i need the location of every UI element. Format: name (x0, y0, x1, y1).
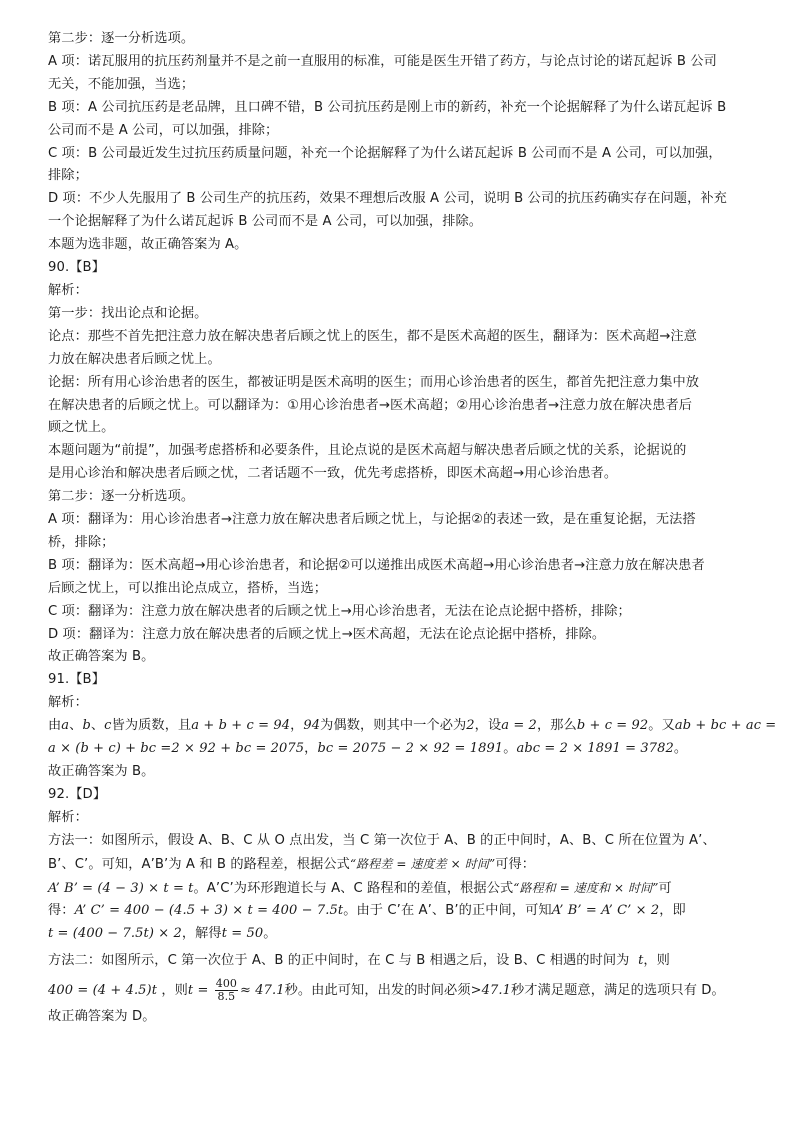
text-line: D 项：不少人先服用了 B 公司生产的抗压药，效果不理想后改服 A 公司，说明 B 公司的抗压药确实存在问题，补充 (48, 191, 727, 207)
q92-method1-line-4: 得：A’ C’ = 400 − (4.5 + 3) × t = 400 − 7.5t。由于 C’在 A’、B’的正中间，可知A’ B’ = A’ C’ × 2，即 (48, 903, 686, 919)
q92-method1-line-2: B’、C’。可知，A’B’为 A 和 B 的路程差，根据公式“路程差 = 速度差 × 时间”可得： (48, 856, 536, 872)
text-line: 论据：所有用心诊治患者的医生，都被证明是医术高明的医生；而用心诊治患者的医生，都首先把注意力集中放 (48, 374, 700, 390)
text-lines (48, 28, 752, 715)
text-line: 公司而不是 A 公司，可以加强，排除； (48, 122, 279, 138)
q92-method2-line-2: 400 = (4 + 4.5)t ，则t = $\frac{400}{8.5}$ ≈ 47.1秒。由此可知，出发的时间必须>47.1秒才满足题意，满足的选项只有 D。 (48, 976, 725, 1003)
q92-heading: 92.【D】 (48, 786, 107, 802)
text-line: 一个论据解释了为什么诺瓦起诉 B 公司而不是 A 公司，可以加强，排除。 (48, 214, 483, 230)
text-line: A 项：翻译为：用心诊治患者→注意力放在解决患者后顾之忧上，与论据②的表述一致，是在重复论据，无法搭 (48, 512, 696, 528)
text-line: 本题问题为“前提”，加强考虑搭桥和必要条件，且论点说的是医术高超与解决患者后顾之忧的关系，论据说的 (48, 443, 687, 459)
text-line: 第二步：逐一分析选项。 (48, 489, 195, 505)
text-line: 90.【B】 (48, 260, 105, 276)
text-line: 桥，排除； (48, 534, 115, 550)
text-line: 第一步：找出论点和论据。 (48, 305, 208, 321)
q92-method1-line-3: A’ B’ = (4 − 3) × t = t。A’C’为环形跑道长与 A、C 路程和的差值，根据公式“路程和 = 速度和 × 时间”可 (48, 880, 672, 896)
text-line: 故正确答案为 B。 (48, 649, 155, 665)
fraction: $\frac{400}{8.5}$ (215, 976, 238, 1003)
text-line: 解析： (48, 695, 88, 711)
q92-jiexi-label: 解析： (48, 809, 88, 825)
q92-answer: 故正确答案为 D。 (48, 1009, 156, 1025)
text-line: 解析： (48, 282, 88, 298)
text-line: 无关，不能加强，当选； (48, 76, 195, 92)
text-line: D 项：翻译为：注意力放在解决患者的后顾之忧上→医术高超，无法在论点论据中搭桥，排除。 (48, 626, 606, 642)
text-line: B 项：翻译为：医术高超→用心诊治患者，和论据②可以递推出成医术高超→用心诊治患者→注意力放在解决患者 (48, 557, 705, 573)
q92-method1-line-5: t = (400 − 7.5t) × 2，解得t = 50。 (48, 926, 277, 942)
q92-method1-line-1: 方法一：如图所示，假设 A、B、C 从 O 点出发，当 C 第一次位于 A、B 的正中间时，A、B、C 所在位置为 A’、 (48, 832, 716, 848)
q92-method2-line-1: 方法二：如图所示，C 第一次位于 A、B 的正中间时，在 C 与 B 相遇之后，设 B、C 相遇的时间为 t，则 (48, 953, 670, 969)
text-line: 排除； (48, 168, 88, 184)
text-line: A 项：诺瓦服用的抗压药剂量并不是之前一直服用的标准，可能是医生开错了药方，与论点讨论的诺瓦起诉 B 公司 (48, 53, 717, 69)
text-line: 后顾之忧上，可以推出论点成立，搭桥，当选； (48, 580, 328, 596)
q91-answer: 故正确答案为 B。 (48, 764, 155, 779)
text-line: 论点：那些不首先把注意力放在解决患者后顾之忧上的医生，都不是医术高超的医生，翻译为：医术高超→注意 (48, 328, 697, 344)
text-line: C 项：翻译为：注意力放在解决患者的后顾之忧上→用心诊治患者，无法在论点论据中搭桥，排除； (48, 603, 631, 619)
text-line: 是用心诊治和解决患者后顾之忧，二者话题不一致，优先考虑搭桥，即医术高超→用心诊治患者。 (48, 466, 618, 482)
text-line: 91.【B】 (48, 672, 105, 688)
text-line: 本题为选非题，故正确答案为 A。 (48, 237, 248, 253)
text-line: 第二步：逐一分析选项。 (48, 31, 195, 46)
text-line: 顾之忧上。 (48, 420, 115, 436)
q91-line-1: 由a、b、c皆为质数，且a + b + c = 94，94为偶数，则其中一个必为2，设a = 2，那么b + c = 92。又ab + bc + ac = (48, 718, 777, 734)
text-line: C 项：B 公司最近发生过抗压药质量问题，补充一个论据解释了为什么诺瓦起诉 B 公司而不是 A 公司，可以加强， (48, 145, 722, 161)
text-line: B 项：A 公司抗压药是老品牌，且口碑不错，B 公司抗压药是刚上市的新药，补充一个论据解释了为什么诺瓦起诉 B (48, 99, 727, 115)
q91-line-2: a × (b + c) + bc =2 × 92 + bc = 2075，bc = 2075 − 2 × 92 = 1891。abc = 2 × 1891 = 3782。 (48, 741, 688, 757)
text-line: 在解决患者的后顾之忧上。可以翻译为：①用心诊治患者→医术高超；②用心诊治患者→注意力放在解决患者后 (48, 397, 693, 413)
text-line: 力放在解决患者后顾之忧上。 (48, 351, 221, 367)
